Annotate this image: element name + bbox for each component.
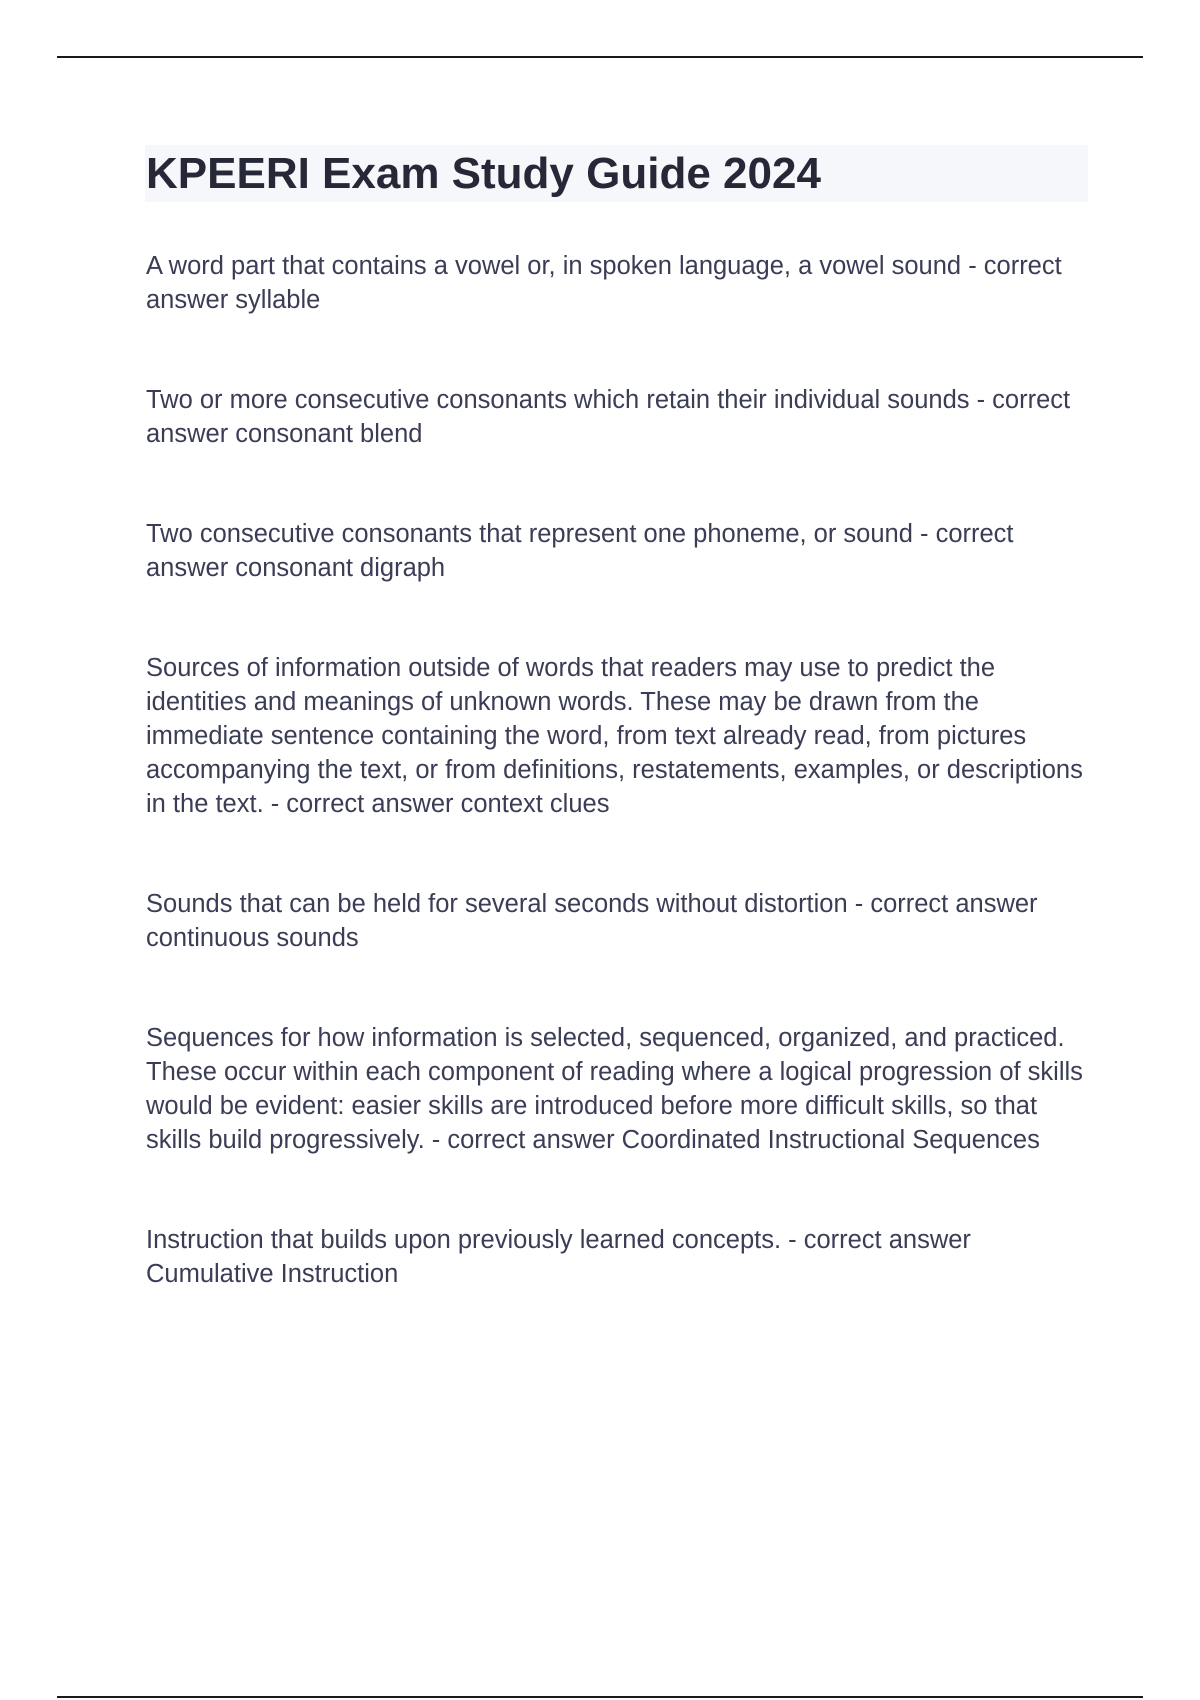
page-top-rule (57, 56, 1143, 58)
qa-list (146, 249, 1096, 1357)
qa-item: Sources of information outside of words that readers may use to predict the identities and meanings of unknown words. These may be drawn from the immediate sentence containing the word, from text already read, from pictures accompanying the text, or from definitions, restatements, examples, or descriptions in the text. - correct answer context clues (146, 654, 1083, 818)
page-title: KPEERI Exam Study Guide 2024 (146, 149, 821, 198)
qa-item: Sequences for how information is selected, sequenced, organized, and practiced. These occur within each component of reading where a logical progression of skills would be evident: easier skills are introduced before more difficult skills, so that skills build progressively. - correct answer Coordinated Instructional Sequences (146, 1024, 1083, 1154)
qa-item: Two consecutive consonants that represent one phoneme, or sound - correct answer consonant digraph (146, 520, 1014, 582)
qa-item: Instruction that builds upon previously learned concepts. - correct answer Cumulative Instruction (146, 1226, 971, 1288)
qa-item: Two or more consecutive consonants which retain their individual sounds - correct answer consonant blend (146, 386, 1071, 448)
page-bottom-rule (57, 1696, 1143, 1698)
qa-item: Sounds that can be held for several seconds without distortion - correct answer continuous sounds (146, 890, 1038, 952)
qa-item: A word part that contains a vowel or, in spoken language, a vowel sound - correct answer syllable (146, 252, 1062, 314)
